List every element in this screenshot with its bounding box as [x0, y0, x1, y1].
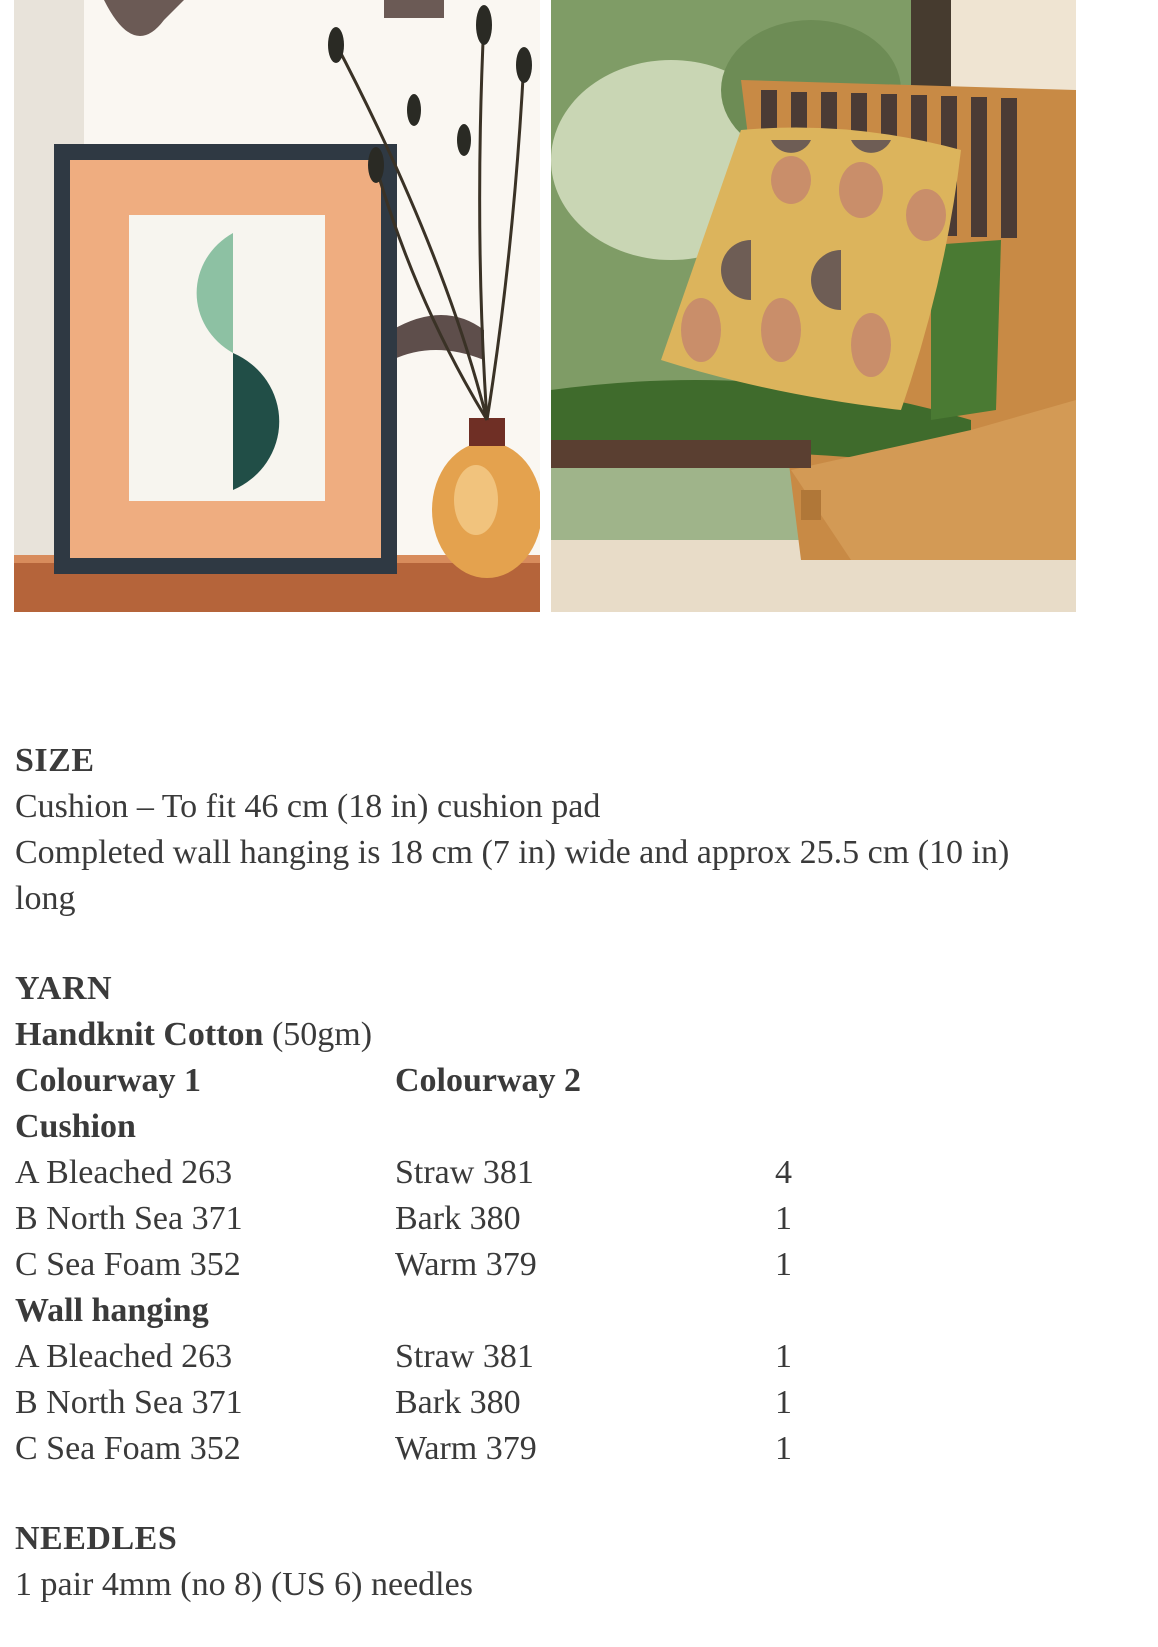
- cushion-b-cw2: Bark 380: [395, 1200, 521, 1237]
- cushion-c-cw1: C Sea Foam 352: [15, 1246, 241, 1283]
- cushion-a-qty: 4: [775, 1154, 792, 1191]
- wall-a-cw2: Straw 381: [395, 1338, 534, 1375]
- pattern-info: [15, 738, 1135, 1608]
- wall-c-qty: 1: [775, 1430, 792, 1467]
- table-row: [15, 1242, 1135, 1288]
- colourway-2-label: Colourway 2: [395, 1062, 582, 1099]
- size-line-3: long: [15, 880, 76, 917]
- needles-heading: NEEDLES: [15, 1520, 178, 1557]
- table-row: [15, 1426, 1135, 1472]
- cushion-photo: [551, 0, 1076, 612]
- size-line-1: Cushion – To fit 46 cm (18 in) cushion pad: [15, 788, 601, 825]
- wall-b-qty: 1: [775, 1384, 792, 1421]
- cushion-c-cw2: Warm 379: [395, 1246, 537, 1283]
- size-heading: SIZE: [15, 742, 95, 779]
- wall-b-cw1: B North Sea 371: [15, 1384, 243, 1421]
- wall-hanging-label: Wall hanging: [15, 1292, 209, 1329]
- cushion-a-cw2: Straw 381: [395, 1154, 534, 1191]
- wall-a-qty: 1: [775, 1338, 792, 1375]
- table-row: [15, 1334, 1135, 1380]
- yarn-heading: YARN: [15, 970, 113, 1007]
- yarn-name-line: [15, 1012, 1135, 1058]
- cushion-b-qty: 1: [775, 1200, 792, 1237]
- wall-c-cw2: Warm 379: [395, 1430, 537, 1467]
- wall-b-cw2: Bark 380: [395, 1384, 521, 1421]
- table-row: [15, 1196, 1135, 1242]
- needles-text: 1 pair 4mm (no 8) (US 6) needles: [15, 1566, 473, 1603]
- wall-c-cw1: C Sea Foam 352: [15, 1430, 241, 1467]
- colourway-header-row: [15, 1058, 1135, 1104]
- photo-strip: [14, 0, 1076, 612]
- cushion-b-cw1: B North Sea 371: [15, 1200, 243, 1237]
- yarn-weight: (50gm): [271, 1016, 373, 1053]
- cushion-label: Cushion: [15, 1108, 136, 1145]
- wall-a-cw1: A Bleached 263: [15, 1338, 233, 1375]
- size-line-2: Completed wall hanging is 18 cm (7 in) wide and approx 25.5 cm (10 in): [15, 834, 1010, 871]
- cushion-c-qty: 1: [775, 1246, 792, 1283]
- cushion-a-cw1: A Bleached 263: [15, 1154, 233, 1191]
- colourway-1-label: Colourway 1: [15, 1062, 202, 1099]
- wall-hanging-photo: [14, 0, 540, 612]
- table-row: [15, 1380, 1135, 1426]
- yarn-name: Handknit Cotton: [15, 1016, 264, 1053]
- table-row: [15, 1150, 1135, 1196]
